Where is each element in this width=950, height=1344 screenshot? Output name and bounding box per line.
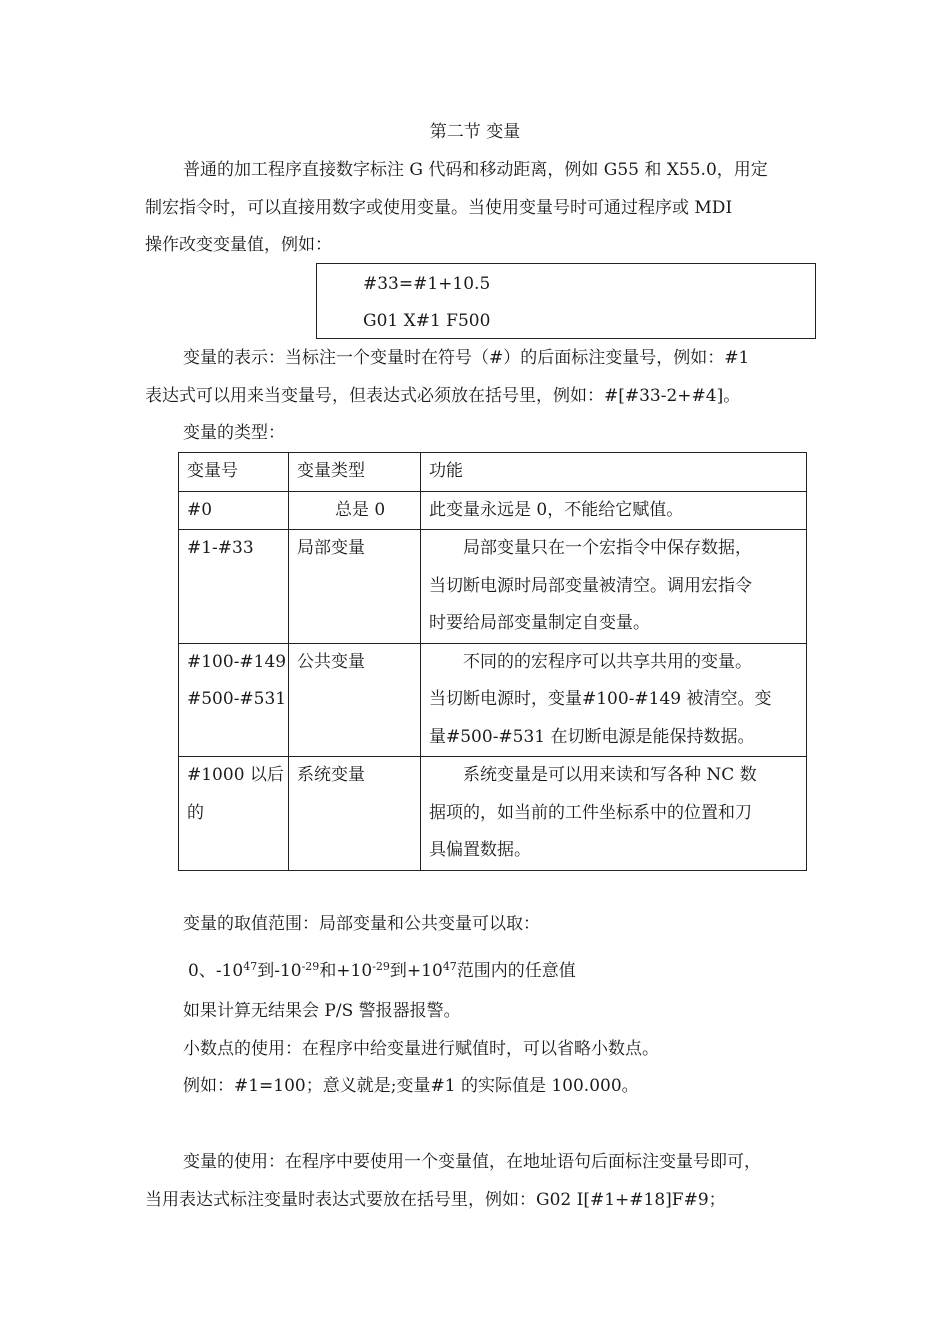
representation-line-1: 变量的表示：当标注一个变量时在符号（#）的后面标注变量号，例如：#1 xyxy=(183,348,750,368)
cell-function: 局部变量只在一个宏指令中保存数据， 当切断电源时局部变量被清空。调用宏指令 时要给局部变量制定自变量。 xyxy=(421,530,807,644)
section-title: 第二节 变量 xyxy=(429,122,521,142)
code-line-1: #33=#1+10.5 xyxy=(363,274,491,294)
range-heading: 变量的取值范围：局部变量和公共变量可以取： xyxy=(183,914,540,934)
cell-number: #0 xyxy=(179,491,289,530)
cell-function: 不同的的宏程序可以共享共用的变量。 当切断电源时，变量#100-#149 被清空。变 量#500-#531 在切断电源是能保持数据。 xyxy=(421,643,807,757)
code-line-2: G01 X#1 F500 xyxy=(363,311,491,331)
cell-function: 系统变量是可以用来读和写各种 NC 数 据项的，如当前的工件坐标系中的位置和刀 具偏置数据。 xyxy=(421,757,807,871)
cell-type: 公共变量 xyxy=(289,643,421,757)
table-row xyxy=(179,491,807,530)
header-type: 变量类型 xyxy=(289,453,421,492)
table-header-row xyxy=(179,453,807,492)
overflow-note: 如果计算无结果会 P/S 警报器报警。 xyxy=(183,1001,461,1021)
intro-line-1: 普通的加工程序直接数字标注 G 代码和移动距离，例如 G55 和 X55.0，用定 xyxy=(183,160,768,180)
usage-line-2: 当用表达式标注变量时表达式要放在括号里，例如：G02 I[#1+#18]F#9； xyxy=(145,1190,726,1210)
cell-number: #1-#33 xyxy=(179,530,289,644)
cell-function: 此变量永远是 0，不能给它赋值。 xyxy=(421,491,807,530)
decimal-line-2: 例如：#1=100；意义就是;变量#1 的实际值是 100.000。 xyxy=(183,1076,639,1096)
representation-line-2: 表达式可以用来当变量号，但表达式必须放在括号里，例如：#[#33-2+#4]。 xyxy=(145,386,741,406)
decimal-line-1: 小数点的使用：在程序中给变量进行赋值时，可以省略小数点。 xyxy=(183,1039,659,1059)
range-value: 0、$-10^{47}$到$-10^{-29}$和$+10^{-29}$到$+10^{47}$范围内的任意值 xyxy=(188,960,576,981)
header-function: 功能 xyxy=(421,453,807,492)
usage-line-1: 变量的使用：在程序中要使用一个变量值，在地址语句后面标注变量号即可， xyxy=(183,1152,761,1172)
cell-type: 总是 0 xyxy=(289,491,421,530)
cell-type: 系统变量 xyxy=(289,757,421,871)
types-heading: 变量的类型： xyxy=(183,423,285,443)
cell-type: 局部变量 xyxy=(289,530,421,644)
intro-line-3: 操作改变变量值，例如： xyxy=(145,235,332,255)
table-row xyxy=(179,643,807,757)
table-row xyxy=(179,757,807,871)
header-number: 变量号 xyxy=(179,453,289,492)
cell-number: #100-#149 #500-#531 xyxy=(179,643,289,757)
code-example-box xyxy=(316,263,816,339)
intro-line-2: 制宏指令时，可以直接用数字或使用变量。当使用变量号时可通过程序或 MDI xyxy=(145,198,733,218)
variable-types-table xyxy=(178,452,807,871)
table-row xyxy=(179,530,807,644)
cell-number: #1000 以后 的 xyxy=(179,757,289,871)
